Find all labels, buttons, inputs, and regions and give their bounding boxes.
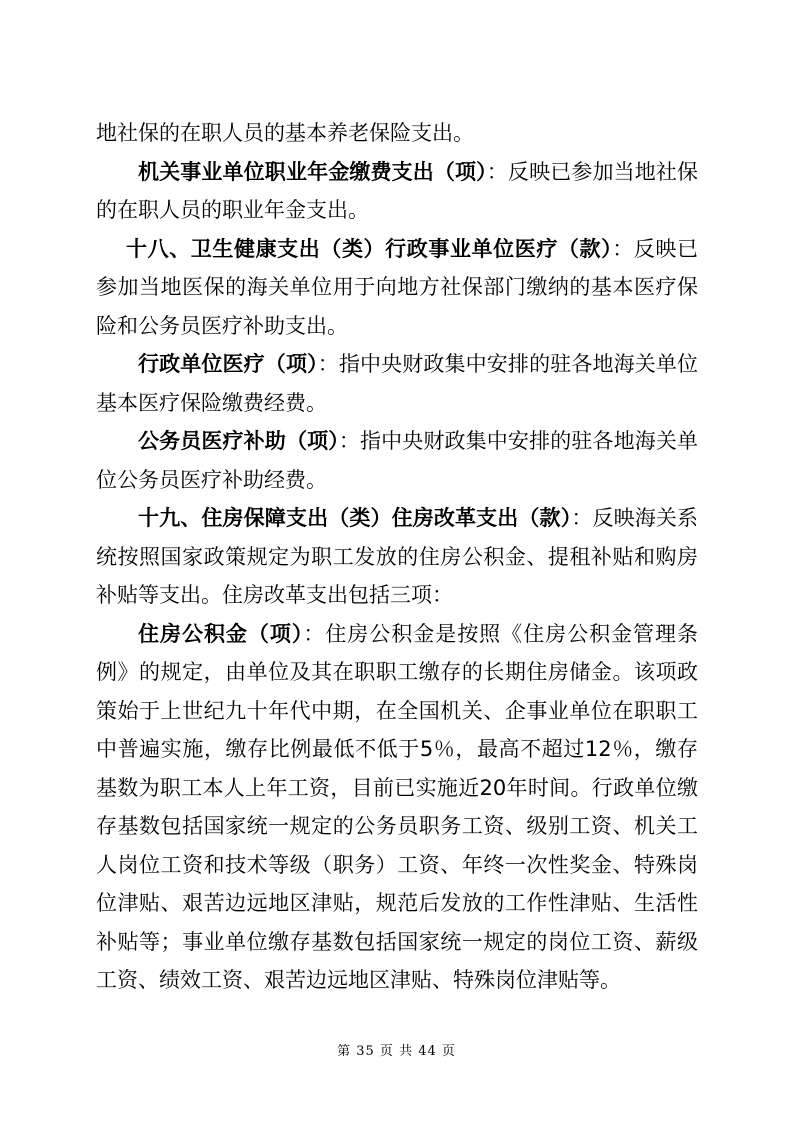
paragraph-text: ：反映已参加当地社保的在职人员的职业年金支出。 <box>96 159 699 222</box>
paragraph-occupational-annuity <box>96 153 698 230</box>
paragraph-housing-fund <box>96 615 698 1000</box>
paragraph-continuation <box>96 114 698 153</box>
paragraph-heading: 机关事业单位职业年金缴费支出（项） <box>138 159 487 184</box>
page-number-footer: 第 35 页 共 44 页 <box>337 1044 456 1059</box>
paragraph-section-18 <box>96 230 698 346</box>
paragraph-text: 地社保的在职人员的基本养老保险支出。 <box>96 121 474 145</box>
paragraph-admin-medical <box>96 345 698 422</box>
section-heading: 十九、住房保障支出（类）住房改革支出（款） <box>138 506 572 530</box>
paragraph-text: ：住房公积金是按照《住房公积金管理条例》的规定，由单位及其在职职工缴存的长期住房储金。该项政策始于上世纪九十年代中期，在全国机关、企事业单位在职职工中普遍实施，缴存比例最低不低于5％，最高不超过12％，缴存基数为职工本人上年工资，目前已实施近20年时间。行政单位缴存基数包括国家统一规定的公务员职务工资、级别工资、机关工人岗位工资和技术等级（职务）工资、年终一次性奖金、特殊岗位津贴、艰苦边远地区津贴，规范后发放的工作性津贴、生活性补贴等；事业单位缴存基数包括国家统一规定的岗位工资、薪级工资、绩效工资、艰苦边远地区津贴、特殊岗位津贴等。 <box>96 621 699 992</box>
paragraph-section-19 <box>96 499 698 615</box>
paragraph-civil-servant-medical <box>96 422 698 499</box>
body-text <box>96 114 698 1000</box>
paragraph-text: ：指中央财政集中安排的驻各地海关单位基本医疗保险缴费经费。 <box>96 352 699 415</box>
paragraph-text: ：反映海关系统按照国家政策规定为职工发放的住房公积金、提租补贴和购房补贴等支出。住房改革支出包括三项： <box>96 506 699 607</box>
paragraph-heading: 公务员医疗补助（项） <box>138 429 339 453</box>
paragraph-heading: 住房公积金（项） <box>138 621 304 646</box>
section-heading: 十八、卫生健康支出（类）行政事业单位医疗（款） <box>126 236 613 261</box>
paragraph-text: ：指中央财政集中安排的驻各地海关单位公务员医疗补助经费。 <box>96 429 699 492</box>
paragraph-heading: 行政单位医疗（项） <box>138 352 318 376</box>
paragraph-text: ：反映已参加当地医保的海关单位用于向地方社保部门缴纳的基本医疗保险和公务员医疗补助支出。 <box>96 236 699 338</box>
